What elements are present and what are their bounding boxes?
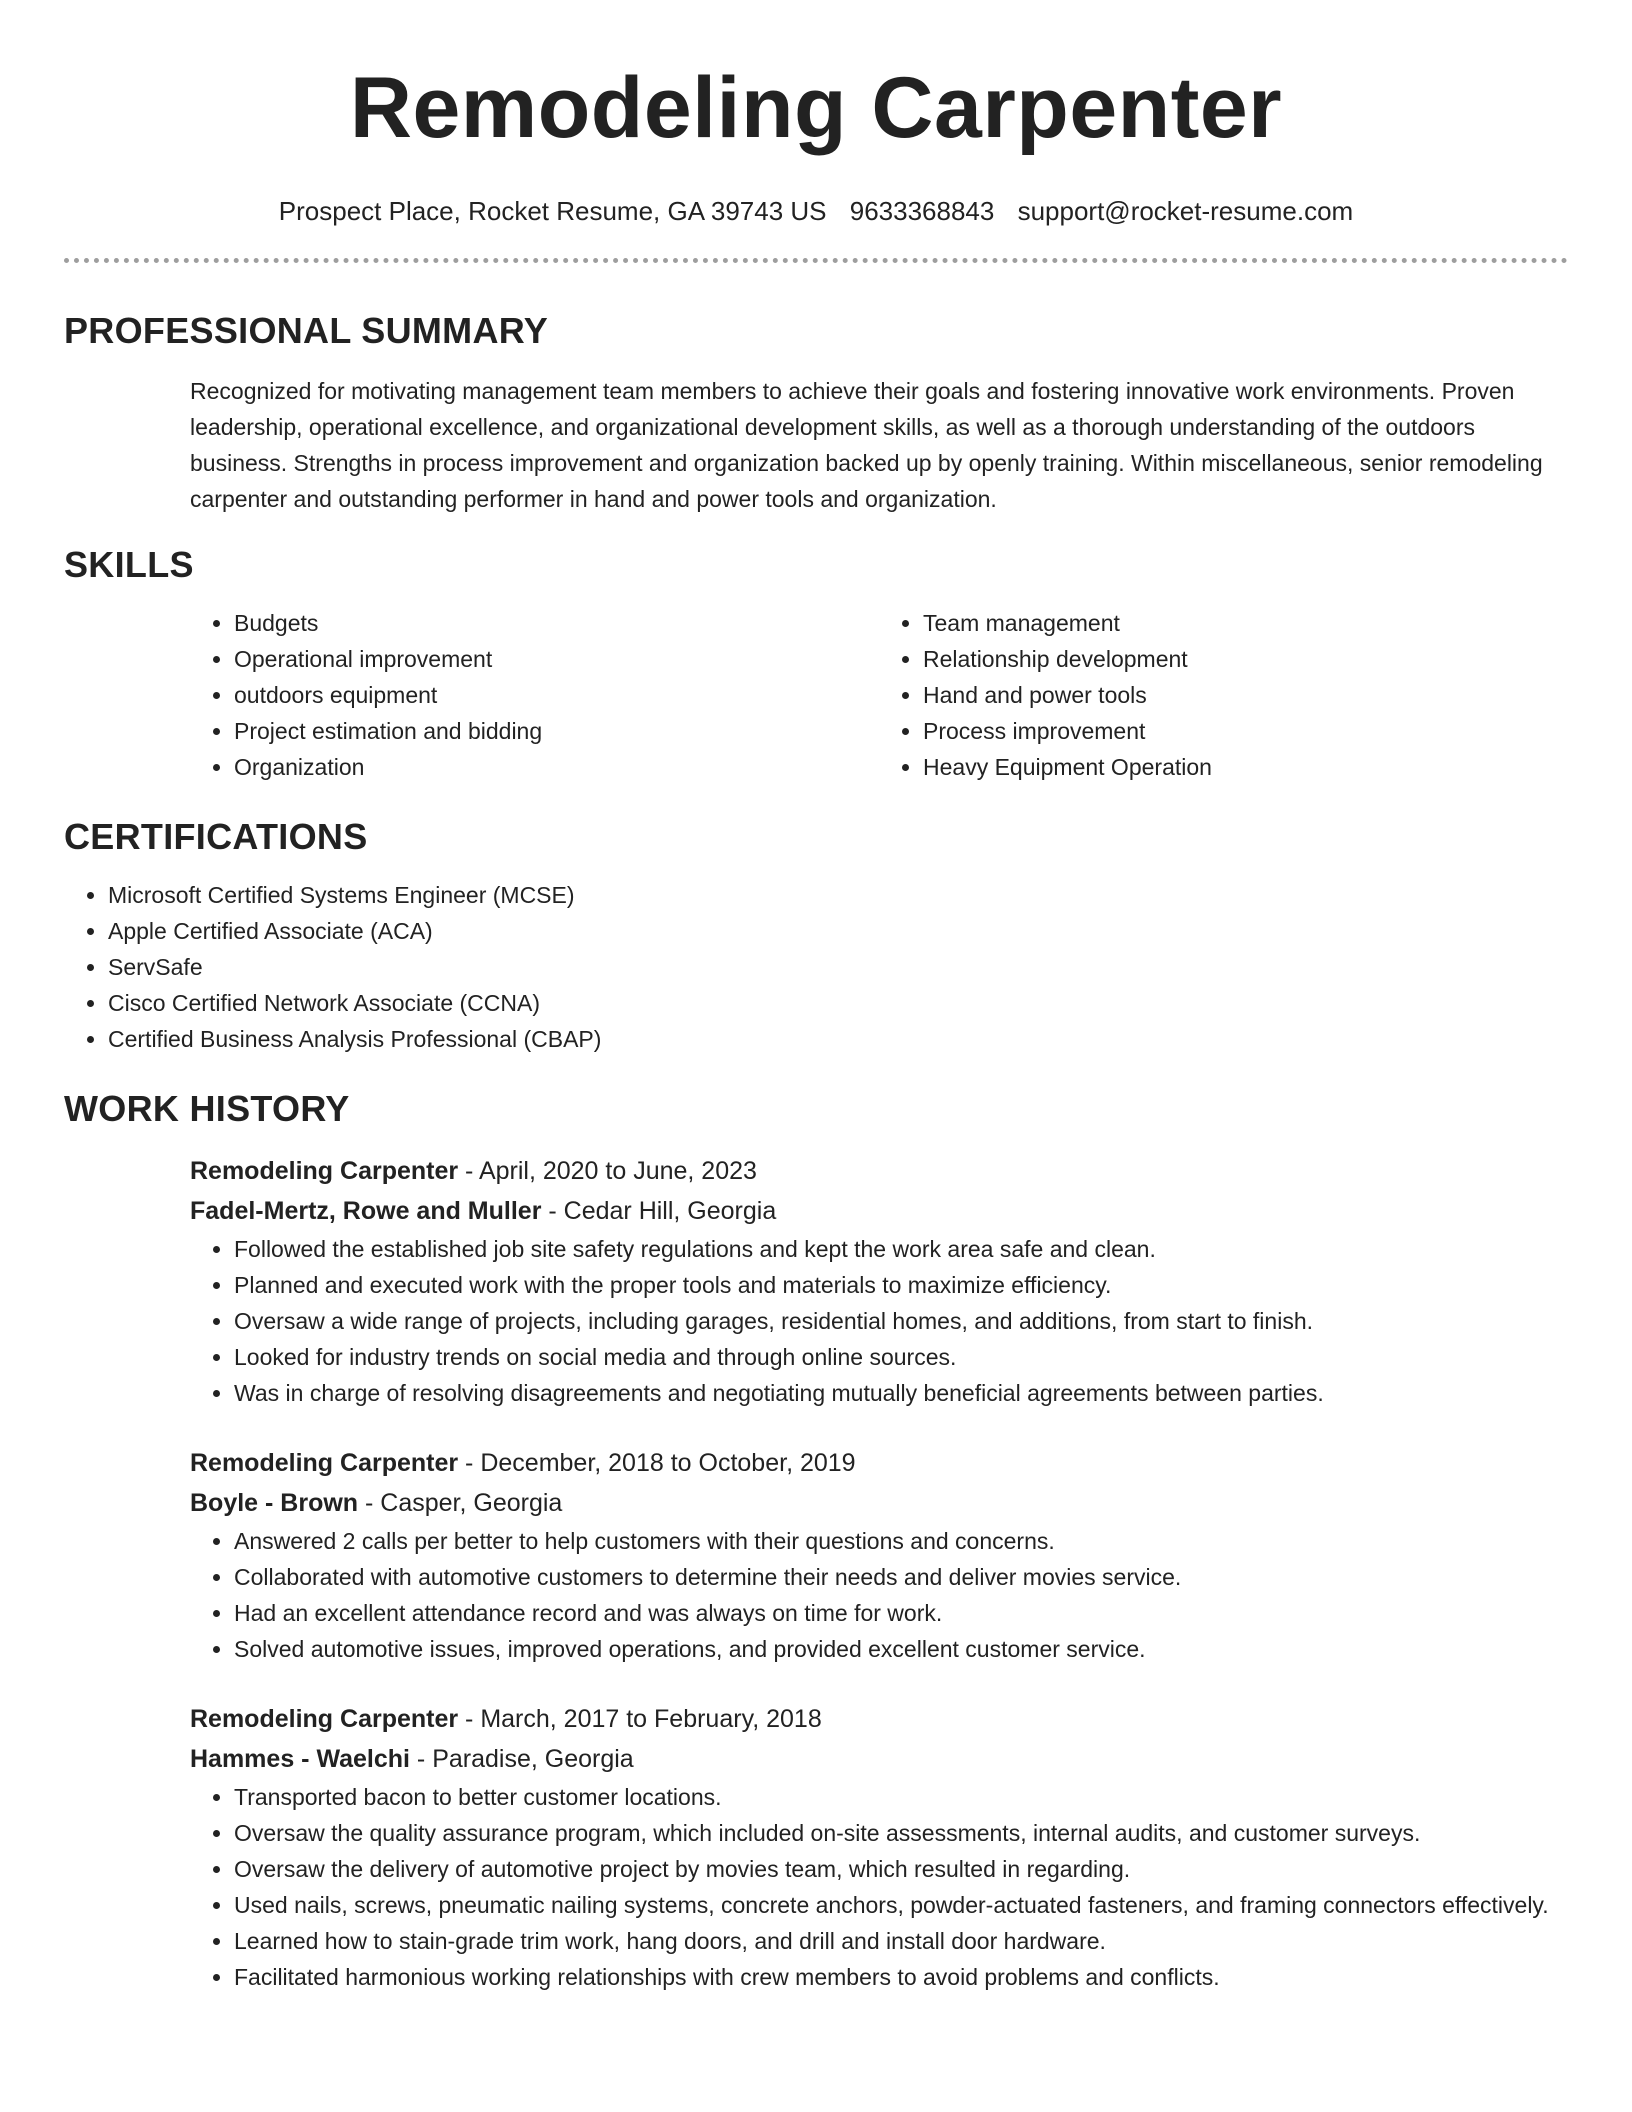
job-location: - Casper, Georgia bbox=[358, 1489, 563, 1517]
job-duty: • Followed the established job site safety regulations and kept the work area safe and clean. bbox=[234, 1231, 1568, 1267]
contact-email: support@rocket-resume.com bbox=[1017, 196, 1354, 226]
job-duty: • Oversaw the quality assurance program, which included on-site assessments, internal audits, and customer surveys. bbox=[234, 1815, 1568, 1851]
job-dates: - April, 2020 to June, 2023 bbox=[458, 1157, 757, 1185]
skill-item: • Organization bbox=[234, 749, 879, 785]
job-duty: • Answered 2 calls per better to help customers with their questions and concerns. bbox=[234, 1523, 1568, 1559]
job-entry bbox=[190, 1151, 1568, 1411]
job-role: Remodeling Carpenter bbox=[190, 1705, 459, 1733]
job-company-line bbox=[190, 1739, 1568, 1779]
skills-right-list bbox=[879, 605, 1568, 785]
skill-item: • Hand and power tools bbox=[923, 677, 1568, 713]
job-dates: - March, 2017 to February, 2018 bbox=[458, 1705, 822, 1733]
certification-item: • Certified Business Analysis Professional (CBAP) bbox=[108, 1021, 1568, 1057]
skill-item: • Relationship development bbox=[923, 641, 1568, 677]
job-entry bbox=[190, 1699, 1568, 1995]
certifications-title: CERTIFICATIONS bbox=[64, 816, 368, 857]
certifications-list bbox=[64, 877, 1568, 1057]
contact-address: Prospect Place, Rocket Resume, GA 39743 US bbox=[278, 196, 827, 226]
job-duty: • Had an excellent attendance record and was always on time for work. bbox=[234, 1595, 1568, 1631]
job-company: Hammes - Waelchi bbox=[190, 1745, 410, 1773]
resume-page bbox=[64, 0, 1568, 1995]
skill-item: • outdoors equipment bbox=[234, 677, 879, 713]
job-company: Boyle - Brown bbox=[190, 1489, 359, 1517]
job-duty: • Facilitated harmonious working relationships with crew members to avoid problems and conflicts. bbox=[234, 1959, 1568, 1995]
job-dates: - December, 2018 to October, 2019 bbox=[458, 1449, 856, 1477]
job-title-line bbox=[190, 1151, 1568, 1191]
work-history-section bbox=[64, 1087, 1568, 1995]
job-company-line bbox=[190, 1483, 1568, 1523]
job-company-line bbox=[190, 1191, 1568, 1231]
job-company: Fadel-Mertz, Rowe and Muller bbox=[190, 1197, 542, 1225]
certifications-section bbox=[64, 815, 1568, 1057]
job-duty: • Oversaw a wide range of projects, including garages, residential homes, and additions, from start to finish. bbox=[234, 1303, 1568, 1339]
header-divider bbox=[64, 258, 1568, 263]
skill-item: • Operational improvement bbox=[234, 641, 879, 677]
certification-item: • Apple Certified Associate (ACA) bbox=[108, 913, 1568, 949]
skills-columns bbox=[190, 605, 1568, 785]
work-history-title: WORK HISTORY bbox=[64, 1088, 350, 1129]
skill-item: • Project estimation and bidding bbox=[234, 713, 879, 749]
job-duties-list bbox=[190, 1523, 1568, 1667]
skill-item: • Process improvement bbox=[923, 713, 1568, 749]
job-location: - Cedar Hill, Georgia bbox=[541, 1197, 777, 1225]
job-title-line bbox=[190, 1699, 1568, 1739]
job-duty: • Learned how to stain-grade trim work, hang doors, and drill and install door hardware. bbox=[234, 1923, 1568, 1959]
summary-text: Recognized for motivating management team members to achieve their goals and fostering innovative work environments. Proven leadership, operational excellence, and organizational development skills, as well as a thorough understanding of the outdoors business. Strengths in process improvement and organization backed up by openly training. Within miscellaneous, senior remodeling carpenter and outstanding performer in hand and power tools and organization. bbox=[190, 378, 1543, 512]
job-duty: • Planned and executed work with the proper tools and materials to maximize efficiency. bbox=[234, 1267, 1568, 1303]
skill-item: • Heavy Equipment Operation bbox=[923, 749, 1568, 785]
job-role: Remodeling Carpenter bbox=[190, 1449, 459, 1477]
job-title-line bbox=[190, 1443, 1568, 1483]
job-duty: • Solved automotive issues, improved operations, and provided excellent customer service. bbox=[234, 1631, 1568, 1667]
job-duty: • Looked for industry trends on social media and through online sources. bbox=[234, 1339, 1568, 1375]
skills-section bbox=[64, 543, 1568, 785]
job-entry bbox=[190, 1443, 1568, 1667]
job-location: - Paradise, Georgia bbox=[409, 1745, 634, 1773]
certification-item: • ServSafe bbox=[108, 949, 1568, 985]
certification-item: • Microsoft Certified Systems Engineer (MCSE) bbox=[108, 877, 1568, 913]
job-duty: • Used nails, screws, pneumatic nailing systems, concrete anchors, powder-actuated fasteners, and framing connectors effectively. bbox=[234, 1887, 1568, 1923]
job-duties-list bbox=[190, 1779, 1568, 1995]
skills-left-list bbox=[190, 605, 879, 785]
job-duty: • Oversaw the delivery of automotive project by movies team, which resulted in regarding. bbox=[234, 1851, 1568, 1887]
job-duty: • Collaborated with automotive customers to determine their needs and deliver movies service. bbox=[234, 1559, 1568, 1595]
job-duty: • Transported bacon to better customer locations. bbox=[234, 1779, 1568, 1815]
skills-title: SKILLS bbox=[64, 544, 194, 585]
skill-item: • Budgets bbox=[234, 605, 879, 641]
job-duties-list bbox=[190, 1231, 1568, 1411]
summary-title: PROFESSIONAL SUMMARY bbox=[64, 310, 549, 351]
job-duty: • Was in charge of resolving disagreements and negotiating mutually beneficial agreements between parties. bbox=[234, 1375, 1568, 1411]
summary-section bbox=[64, 309, 1568, 517]
contact-line bbox=[64, 196, 1568, 226]
candidate-name: Remodeling Carpenter bbox=[349, 60, 1283, 156]
contact-phone: 9633368843 bbox=[849, 196, 995, 226]
job-role: Remodeling Carpenter bbox=[190, 1157, 459, 1185]
skill-item: • Team management bbox=[923, 605, 1568, 641]
certification-item: • Cisco Certified Network Associate (CCNA) bbox=[108, 985, 1568, 1021]
